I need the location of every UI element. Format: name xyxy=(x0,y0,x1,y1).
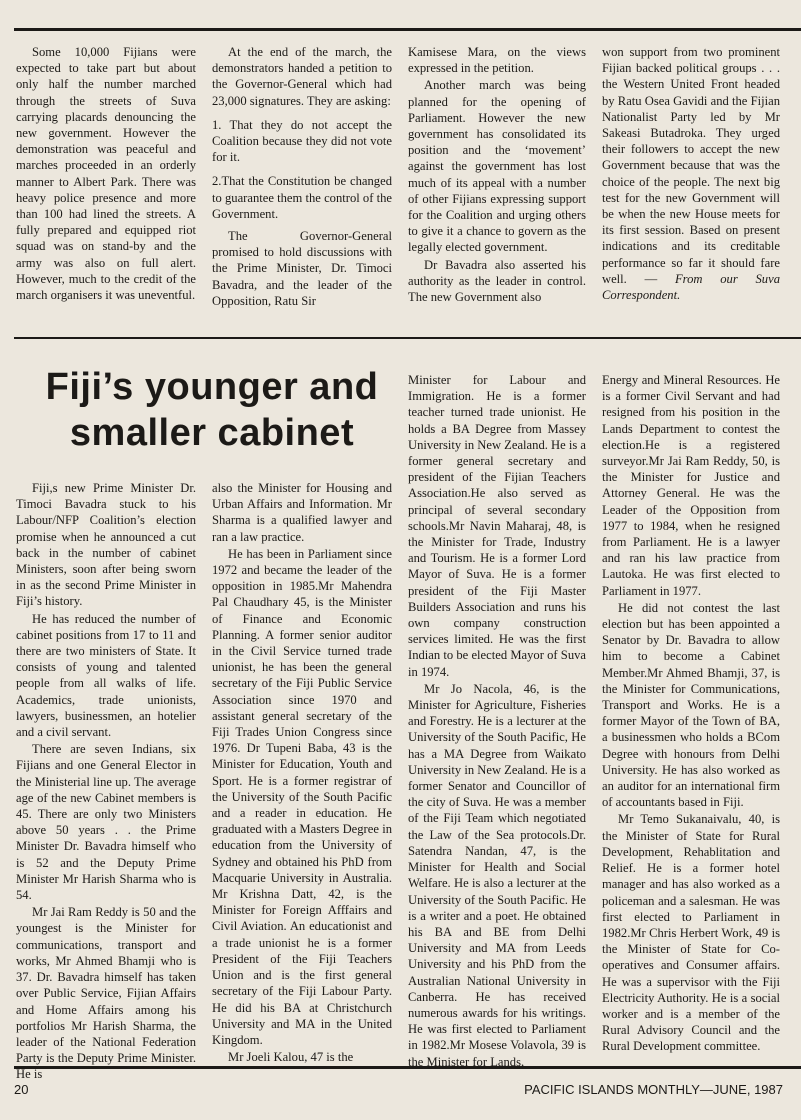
article-column-4 xyxy=(602,372,780,1055)
paragraph: At the end of the march, the demonstrators handed a petition to the Governor-General which had 23,000 signatures. They are asking: xyxy=(212,45,392,108)
paragraph: Some 10,000 Fijians were expected to take part but about only half the number marched through the streets of Suva carrying placards denouncing the new government. However the demonstration was peaceful and marches proceeded in an orderly manner to Albert Park. There was heavy police presence and more than 100 had lined the streets. A fully prepared and equipped riot squad was on stand-by and the army was also on full alert. However, much to the credit of the march organisers it was uneventful. xyxy=(16,45,196,303)
publication-footer: PACIFIC ISLANDS MONTHLY—JUNE, 1987 xyxy=(524,1082,783,1097)
article-column-2 xyxy=(212,480,392,1065)
article-column-3 xyxy=(408,372,586,1070)
paragraph: There are seven Indians, six Fijians and one General Elector in the Ministerial line up. The average age of the new Cabinet members is 45. There are only two Ministers above 50 years . . the Prime Minister Dr. Bavadra himself who is 52 and the Deputy Prime Minister Mr Harish Sharma who is 54. xyxy=(16,742,196,903)
paragraph: He has been in Parliament since 1972 and became the leader of the opposition in 1985.Mr Mahendra Pal Chaudhary 45, is the Minister of Finance and Economic Planning. A former senior auditor in the Civil Service turned trade unionist, he has been the general secretary of the Fiji Public Service Association since 1970 and assistant general secretary of the Fiji Trades Union Congress since 1976. Dr Tupeni Baba, 43 is the Minister for Education, Youth and Sport. He is a former registrar of the University of the South Pacific and a reader in education. He graduated with a Masters Degree in education from the University of Sydney and obtained his PhD from Macquarie University in Australia. Mr Krishna Datt, 42, is the Minister for Foreign Afffairs and Civil Aviation. An educationist and a trade unionist he is a former President of the Fiji Teachers Union and is the first general secretary of the Fiji Labour Party. He did his BA at Christchurch University and MA in the United Kingdom. xyxy=(212,546,392,1047)
article-headline xyxy=(22,364,402,456)
petition-item-2: 2.That the Constitution be changed to guarantee them the control of the Government. xyxy=(212,174,392,221)
headline-line: smaller cabinet xyxy=(69,412,355,454)
paragraph: Minister for Labour and Immigration. He is a former teacher turned trade unionist. He holds a BA Degree from Massey University in New Zealand. He is a former general secretary and president of the Fijian Teachers Association.He also served as principal of several secondary schools.Mr Navin Maharaj, 48, is the Minister for Trade, Industry and Tourism. He is a former Lord Mayor of Suva. He is a former president of the Fiji Master Builders Association and runs his own company construction services limited. He was the first Indian to be elected Mayor of Suva in 1974. xyxy=(408,373,587,679)
petition-item-1: 1. That they do not accept the Coalition because they did not vote for it. xyxy=(212,117,392,165)
headline-line: Fiji’s younger and xyxy=(45,366,379,408)
paragraph: He did not contest the last election but has been appointed a Senator by Dr. Bavadra to allow him to become a Cabinet Member.Mr Ahmed Bhamji, 37, is the Minister for Communications, Transport and Works. He is a former Mayor of the Town of BA, a businessmen who holds a BCom Degree with honours from Delhi University. He has also worked as an auditor for an international firm of accountants based in Fiji. xyxy=(602,600,780,810)
paragraph: Mr Temo Sukanaivalu, 40, is the Minister of State for Rural Development, Rehablitation and Relief. He is a former hotel manager and has also worked as a policeman and a salesman. He was first elected to Parliament in 1982.Mr Chris Herbert Work, 49 is the Minister of State for Co-operatives and Consumer affairs. He was a supervisor with the Fiji Electricity Authority. He is a social worker and is a member of the Rural Advisory Council and the Rural Development committee. xyxy=(602,812,780,1054)
paragraph: Dr Bavadra also asserted his authority as the leader in control. The new Government also xyxy=(408,257,586,305)
section-divider-rule xyxy=(14,337,801,339)
paragraph: Mr Joeli Kalou, 47 is the xyxy=(228,1050,354,1065)
page-number: 20 xyxy=(14,1082,29,1097)
paragraph: also the Minister for Housing and Urban Affairs and Information. Mr Sharma is a qualified lawyer and ran a law practice. xyxy=(212,481,392,544)
correspondent-credit: From our Suva Correspondent. xyxy=(602,271,780,303)
top-story-column-1 xyxy=(16,44,196,303)
paragraph: Fiji,s new Prime Minister Dr. Timoci Bavadra stuck to his Labour/NFP Coalition’s election promise when he announced a cut back in the number of cabinet Ministers, soon after being sworn in as the second Prime Minister in Fiji’s history. xyxy=(16,481,196,609)
paragraph: The Governor-General promised to hold discussions with the Prime Minister, Dr. Timoci Bavadra, and the leader of the Opposition, Ratu Sir xyxy=(212,229,392,308)
paragraph xyxy=(602,44,780,303)
paragraph: Mr Jo Nacola, 46, is the Minister for Agriculture, Fisheries and Forestry. He is a lecturer at the University of the South Pacific, He has a MA Degree from Waikato University in New Zealand. He is a former Senator and Councillor of the city of Suva. He was a member of the Fiji Team which negotiated the Law of the Sea protocols.Dr. Satendra Nandan, 47, is the Minister for Health and Social Welfare. He is also a lecturer at the University of the South Pacific. He is a writer and a poet. He obtained his BA and BE from Delhi University and MA from Leeds University and his PhD from the Australian National University in Canberra. He has received numerous awards for his writings. He was first elected to Parliament in 1982.Mr Mosese Volavola, 39 is the Minister for Lands, xyxy=(408,681,587,1069)
paragraph: Another march was being planned for the opening of Parliament. However the new government has consolidated its position and the ‘movement’ against the government has lost much of its appeal with a number of other Fijians expressing support for the Coalition and urging others to give it a chance to govern as the legally elected government. xyxy=(408,78,586,255)
paragraph: Energy and Mineral Resources. He is a former Civil Servant and had resigned from his position in the Lands Department to contest the election.He is a registered surveyor.Mr Jai Ram Reddy, 50, is the Minister for Justice and Attorney General. He was the Leader of the Opposition from 1977 to 1984, when he resigned from Parliament. He is a lawyer and ran his law practice from Lautoka. He was first elected to Parliament in 1977. xyxy=(602,373,780,598)
top-story-column-4 xyxy=(602,44,780,303)
paragraph: Kamisese Mara, on the views expressed in the petition. xyxy=(408,45,586,76)
top-story-column-3 xyxy=(408,44,586,305)
top-story-column-2 xyxy=(212,44,392,309)
paragraph: He has reduced the number of cabinet positions from 17 to 11 and there are two ministers of State. It consists of young and talented people from all walks of life. Academics, trade unionists, lawyers, businessmen, an hotelier and a civil servant. xyxy=(16,611,196,740)
paragraph-text: won support from two prominent Fijian backed political groups . . . the Western United Front headed by Ratu Osea Gavidi and the Fijian Nationalist Party led by Mr Sakeasi Butadroka. They urged their followers to accept the new Government because that was the choice of the people. The next big test for the new Government will be when the new House meets for its first session. Based on present indications and its creditable performance so far it should fare well. — xyxy=(602,45,780,286)
top-rule xyxy=(14,28,801,31)
article-column-1 xyxy=(16,480,196,1083)
paragraph: Mr Jai Ram Reddy is 50 and the youngest is the Minister for communications, transport and works, Mr Ahmed Bhamji who is 37. Dr. Bavadra himself has taken over Public Service, Fijian Affairs and Home Affairs among his portfolios Mr Harish Sharma, the leader of the National Federation Party is the Deputy Prime Minister. He is xyxy=(16,905,196,1082)
